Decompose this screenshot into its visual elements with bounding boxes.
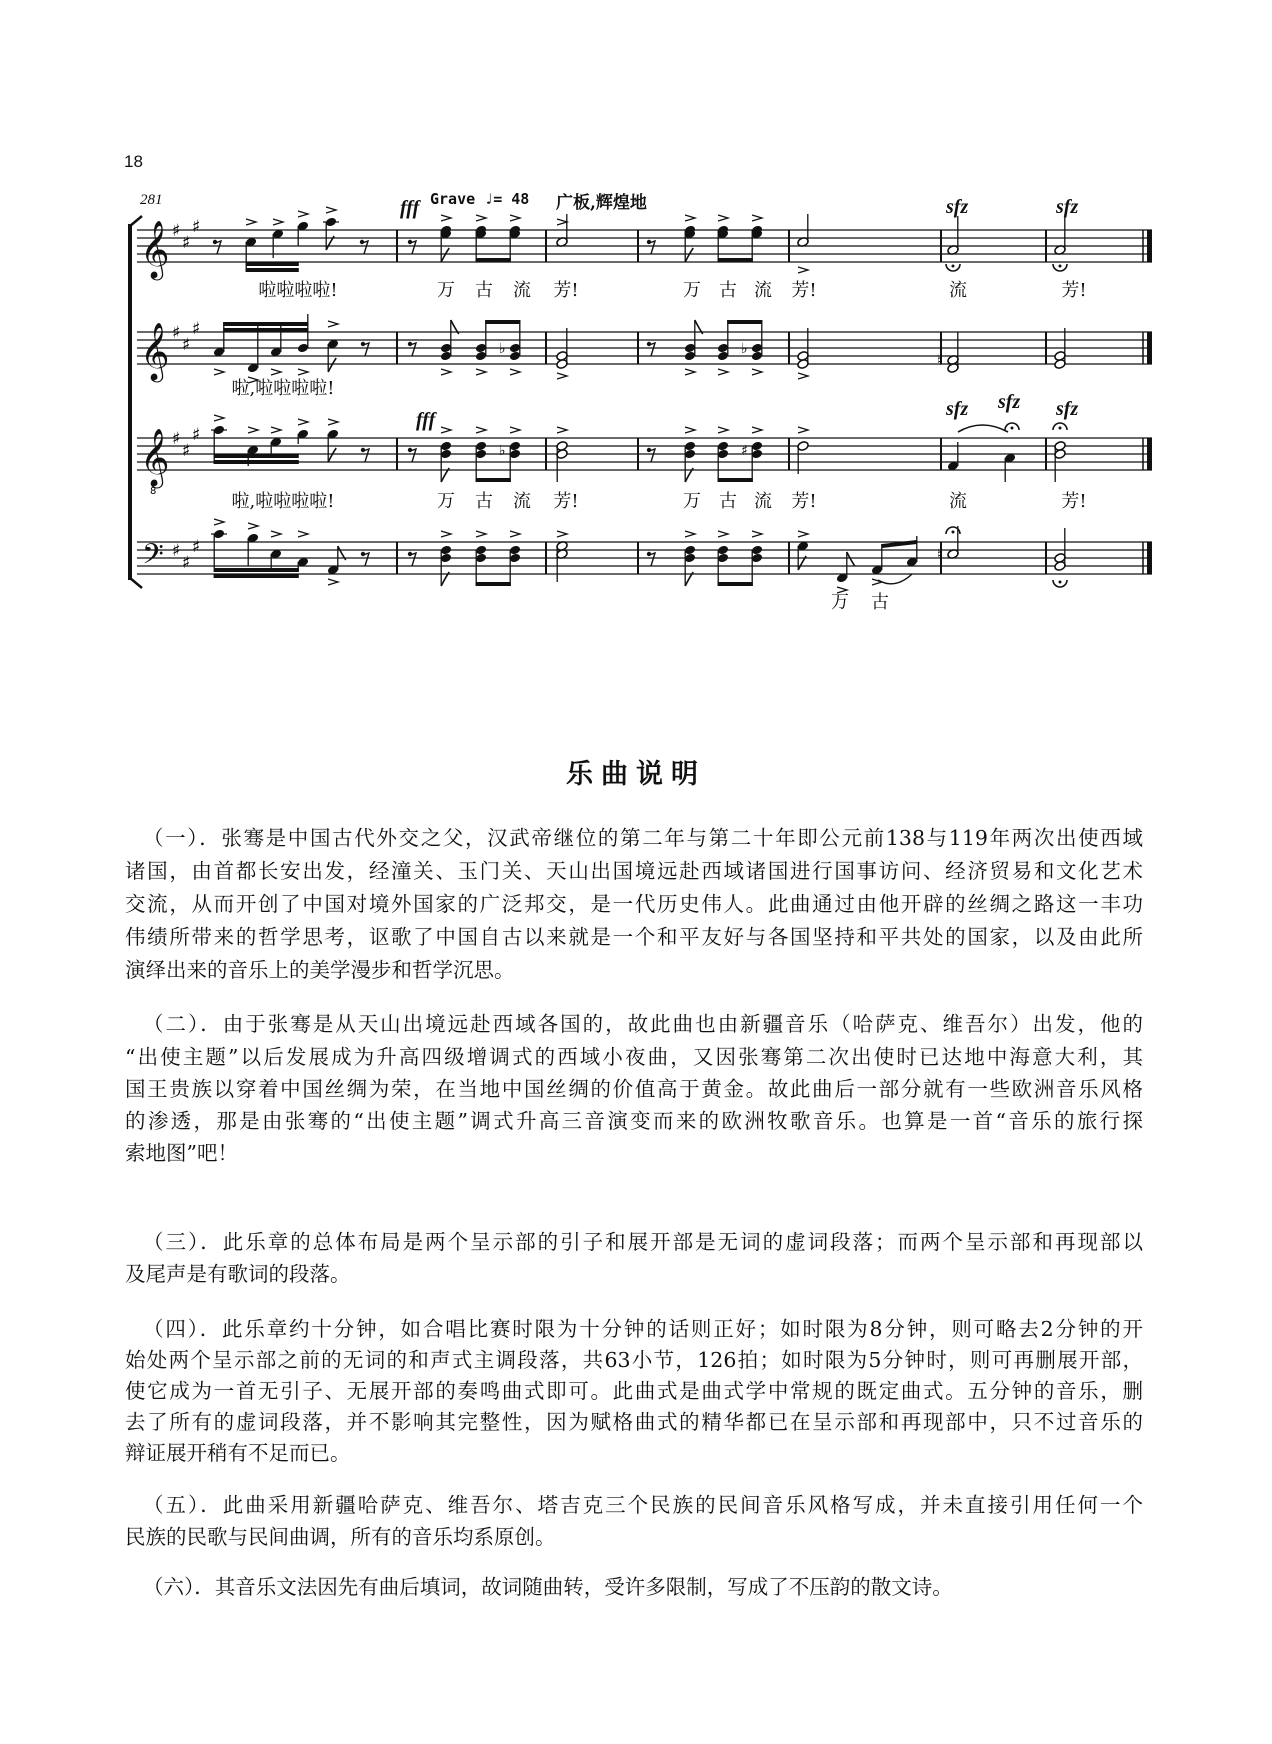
note-beam bbox=[246, 268, 299, 272]
flat-icon: ♭ bbox=[499, 443, 506, 459]
accent-mark bbox=[685, 369, 695, 375]
accent-mark bbox=[273, 219, 283, 225]
lyric-syllable: 古 bbox=[871, 592, 889, 613]
lyric-syllable: 古 bbox=[719, 491, 737, 512]
lyric-syllable: 啦啦啦啦! bbox=[258, 280, 338, 301]
measure-number: 281 bbox=[140, 192, 163, 208]
natural-icon: ♮ bbox=[937, 547, 943, 563]
lyric-syllable: 芳! bbox=[1061, 491, 1087, 512]
dynamic-fff: fff bbox=[400, 197, 420, 219]
lyric-syllable: 万 bbox=[683, 280, 701, 301]
final-barline-thick bbox=[1147, 332, 1152, 364]
paragraph-line: 索地图”吧！ bbox=[125, 1141, 238, 1165]
sharp-icon: ♯ bbox=[182, 233, 191, 253]
accent-mark bbox=[328, 419, 338, 425]
dynamic-sfz: sfz bbox=[946, 398, 969, 420]
accent-mark bbox=[510, 427, 520, 433]
accent-mark bbox=[476, 531, 486, 537]
accent-mark bbox=[557, 531, 567, 537]
note-beam bbox=[476, 582, 511, 586]
natural-icon: ♮ bbox=[937, 353, 943, 369]
note-beam bbox=[476, 478, 511, 482]
paragraph-line: 始处两个呈示部之前的无词的和声式主调段落，共63小节，126拍；如时限为5分钟时，则可再删展开部， bbox=[125, 1348, 1143, 1372]
note-beam bbox=[485, 320, 520, 324]
bass-clef-icon: 𝄢 bbox=[142, 538, 164, 578]
lyric-syllable: 万 bbox=[683, 491, 701, 512]
accent-mark bbox=[271, 531, 281, 537]
lyric-syllable: 流 bbox=[513, 280, 531, 301]
paragraph-line: 辩证展开稍有不足而已。 bbox=[125, 1441, 351, 1465]
paragraph-line: （一）．张骞是中国古代外交之父，汉武帝继位的第二年与第二十年即公元前138与119年两次出使西域 bbox=[143, 826, 1143, 850]
note-beam bbox=[214, 460, 299, 464]
lyric-syllable: 芳! bbox=[553, 491, 579, 512]
lyric-syllable: 芳! bbox=[553, 280, 579, 301]
accent-mark bbox=[441, 215, 451, 221]
final-barline-thick bbox=[1147, 438, 1152, 470]
note-flag bbox=[441, 248, 449, 262]
paragraph-line: （三）．此乐章的总体布局是两个呈示部的引子和展开部是无词的虚词段落；而两个呈示部和再现部以 bbox=[143, 1230, 1143, 1254]
dynamic-sfz: sfz bbox=[998, 391, 1021, 413]
eighth-rest bbox=[649, 553, 655, 566]
dynamic-sfz: sfz bbox=[1056, 398, 1079, 420]
eighth-rest bbox=[410, 449, 416, 462]
note-beam bbox=[223, 322, 308, 326]
tie-slur bbox=[878, 574, 912, 584]
paragraph-line: 伟绩所带来的哲学思考，讴歌了中国自古以来就是一个和平友好与各国坚持和平共处的国家，以及由此所 bbox=[125, 925, 1143, 949]
sharp-icon: ♯ bbox=[182, 335, 191, 355]
flat-icon: ♭ bbox=[741, 341, 748, 357]
lyric-syllable: 万 bbox=[437, 491, 455, 512]
lyric-syllable: 古 bbox=[719, 280, 737, 301]
eighth-rest bbox=[363, 449, 369, 462]
lyric-syllable: 流 bbox=[513, 491, 531, 512]
sharp-icon: ♯ bbox=[192, 217, 201, 237]
accent-mark bbox=[246, 219, 256, 225]
accent-mark bbox=[718, 215, 728, 221]
note-beam bbox=[214, 454, 299, 458]
eighth-rest bbox=[363, 553, 369, 566]
accent-mark bbox=[798, 531, 808, 537]
accent-mark bbox=[441, 427, 451, 433]
note-beam bbox=[246, 262, 299, 266]
octave-mark: 8 bbox=[150, 486, 157, 497]
accent-mark bbox=[441, 531, 451, 537]
accent-mark bbox=[476, 369, 486, 375]
note-flag bbox=[685, 248, 693, 262]
accent-mark bbox=[510, 369, 520, 375]
paragraph-line: 民族的民歌与民间曲调，所有的音乐均系原创。 bbox=[125, 1525, 556, 1549]
treble-clef-icon: 𝄞 bbox=[140, 220, 170, 278]
accent-mark bbox=[328, 579, 338, 585]
paragraph-line: 及尾声是有歌词的段落。 bbox=[125, 1262, 351, 1286]
sharp-icon: ♯ bbox=[741, 443, 748, 459]
note-flag bbox=[328, 448, 336, 462]
eighth-rest bbox=[215, 241, 221, 254]
fermata-icon bbox=[1059, 265, 1062, 268]
note-beam bbox=[727, 320, 762, 324]
accent-mark bbox=[510, 215, 520, 221]
accent-mark bbox=[271, 427, 281, 433]
sharp-icon: ♯ bbox=[182, 441, 191, 461]
lyric-syllable: 芳! bbox=[1061, 280, 1087, 301]
eighth-rest bbox=[649, 241, 655, 254]
tie-slur bbox=[958, 425, 1008, 432]
accent-mark bbox=[298, 531, 308, 537]
eighth-rest bbox=[410, 343, 416, 356]
lyric-syllable: 流 bbox=[754, 280, 772, 301]
dynamic-sfz: sfz bbox=[946, 196, 969, 218]
paragraph-line: （二）．由于张骞是从天山出境远赴西域各国的，故此曲也由新疆音乐（哈萨克、维吾尔）出发，他的 bbox=[143, 1012, 1143, 1036]
paragraph-line: 的渗透，那是由张骞的“出使主题”调式升高三音演变而来的欧洲牧歌音乐。也算是一首“音乐的旅行探 bbox=[125, 1109, 1143, 1133]
accent-mark bbox=[718, 427, 728, 433]
lyric-syllable: 万 bbox=[437, 280, 455, 301]
eighth-rest bbox=[649, 449, 655, 462]
note-beam bbox=[718, 258, 753, 262]
paragraph-line: （五）．此曲采用新疆哈萨克、维吾尔、塔吉克三个民族的民间音乐风格写成，并未直接引用任何一个 bbox=[143, 1493, 1143, 1517]
accent-mark bbox=[510, 531, 520, 537]
accent-mark bbox=[248, 427, 258, 433]
accent-mark bbox=[557, 373, 567, 379]
paragraph-line: 诸国，由首都长安出发，经潼关、玉门关、天山出国境远赴西域诸国进行国事访问、经济贸易和文化艺术 bbox=[125, 859, 1143, 883]
music-score bbox=[0, 0, 1272, 640]
sharp-icon: ♯ bbox=[182, 553, 191, 573]
accent-mark bbox=[798, 373, 808, 379]
accent-mark bbox=[214, 415, 224, 421]
sharp-icon: ♯ bbox=[192, 425, 201, 445]
final-barline-thick bbox=[1147, 230, 1152, 262]
treble-clef-icon: 𝄞 bbox=[140, 322, 170, 380]
paragraph-line: 交流，从而开创了中国对境外国家的广泛邦交，是一代历史伟人。此曲通过由他开辟的丝绸之路这一丰功 bbox=[125, 892, 1143, 916]
paragraph-line: 演绎出来的音乐上的美学漫步和哲学沉思。 bbox=[125, 958, 515, 982]
dynamic-fff: fff bbox=[416, 409, 436, 431]
accent-mark bbox=[557, 427, 567, 433]
sharp-icon: ♯ bbox=[172, 323, 181, 343]
final-barline-thick bbox=[1147, 542, 1152, 574]
accent-mark bbox=[248, 523, 258, 529]
note-beam bbox=[214, 568, 299, 572]
lyric-syllable: 流 bbox=[949, 491, 967, 512]
sharp-icon: ♯ bbox=[172, 221, 181, 241]
page-number: 18 bbox=[124, 152, 143, 171]
accent-mark bbox=[557, 219, 567, 225]
paragraph-line: （六）．其音乐文法因先有曲后填词，故词随曲转，受许多限制，写成了不压韵的散文诗。 bbox=[143, 1575, 953, 1599]
note-beam bbox=[718, 582, 753, 586]
eighth-rest bbox=[649, 343, 655, 356]
tempo-expression: 广板,辉煌地 bbox=[556, 193, 647, 213]
accent-mark bbox=[752, 531, 762, 537]
note-beam bbox=[718, 478, 753, 482]
accent-mark bbox=[752, 427, 762, 433]
system-bracket bbox=[128, 224, 132, 580]
lyric-syllable: 古 bbox=[475, 491, 493, 512]
paragraph-line: 去了所有的虚词段落，并不影响其完整性，因为赋格曲式的精华都已在呈示部和再现部中，只不过音乐的 bbox=[125, 1410, 1143, 1434]
accent-mark bbox=[476, 427, 486, 433]
accent-mark bbox=[476, 215, 486, 221]
note-flag bbox=[328, 358, 336, 372]
accent-mark bbox=[326, 207, 336, 213]
accent-mark bbox=[298, 211, 308, 217]
tempo-marking: Grave ♩= 48 bbox=[430, 190, 530, 208]
lyric-syllable: 万 bbox=[831, 592, 849, 613]
note-beam bbox=[223, 328, 308, 332]
fermata-icon bbox=[952, 531, 955, 534]
accent-mark bbox=[718, 369, 728, 375]
paragraph-line: 使它成为一首无引子、无展开部的奏鸣曲式即可。此曲式是曲式学中常规的既定曲式。五分钟的音乐，删 bbox=[125, 1379, 1143, 1403]
eighth-rest bbox=[410, 241, 416, 254]
paragraph-line: “出使主题”以后发展成为升高四级增调式的西域小夜曲，又因张骞第二次出使时已达地中海意大利，其 bbox=[125, 1045, 1143, 1069]
accent-mark bbox=[441, 369, 451, 375]
fermata-icon bbox=[1059, 427, 1062, 430]
sharp-icon: ♯ bbox=[192, 319, 201, 339]
eighth-rest bbox=[410, 553, 416, 566]
accent-mark bbox=[214, 369, 224, 375]
accent-mark bbox=[685, 427, 695, 433]
accent-mark bbox=[718, 531, 728, 537]
sharp-icon: ♯ bbox=[192, 537, 201, 557]
lyric-syllable: 啦,啦啦啦啦! bbox=[231, 491, 335, 512]
accent-mark bbox=[685, 531, 695, 537]
fermata-icon bbox=[1059, 581, 1062, 584]
lyric-syllable: 古 bbox=[475, 280, 493, 301]
accent-mark bbox=[298, 419, 308, 425]
eighth-rest bbox=[362, 241, 368, 254]
lyric-syllable: 流 bbox=[754, 491, 772, 512]
bracket-hook bbox=[130, 578, 142, 588]
accent-mark bbox=[798, 267, 808, 273]
accent-mark bbox=[752, 369, 762, 375]
accent-mark bbox=[214, 519, 224, 525]
paragraph-line: （四）．此乐章约十分钟，如合唱比赛时限为十分钟的话则正好；如时限为8分钟，则可略去2分钟的开 bbox=[143, 1317, 1143, 1341]
note-beam bbox=[476, 258, 511, 262]
accent-mark bbox=[685, 215, 695, 221]
fermata-icon bbox=[952, 265, 955, 268]
paragraph-line: 国王贵族以穿着中国丝绸为荣，在当地中国丝绸的价值高于黄金。故此曲后一部分就有一些欧洲音乐风格 bbox=[125, 1077, 1143, 1101]
sharp-icon: ♯ bbox=[172, 429, 181, 449]
dynamic-sfz: sfz bbox=[1056, 196, 1079, 218]
sharp-icon: ♯ bbox=[172, 541, 181, 561]
accent-mark bbox=[752, 215, 762, 221]
note-beam bbox=[882, 540, 917, 548]
note-beam bbox=[214, 574, 299, 578]
note-flag bbox=[847, 552, 855, 566]
fermata-icon bbox=[1011, 427, 1014, 430]
section-title: 乐曲说明 bbox=[566, 759, 706, 790]
lyric-syllable: 啦,啦啦啦啦! bbox=[231, 378, 335, 399]
lyric-syllable: 芳! bbox=[791, 280, 817, 301]
treble-clef-icon: 𝄞 bbox=[140, 428, 170, 486]
lyric-syllable: 流 bbox=[949, 280, 967, 301]
lyric-syllable: 芳! bbox=[791, 491, 817, 512]
eighth-rest bbox=[363, 343, 369, 356]
accent-mark bbox=[328, 321, 338, 327]
accent-mark bbox=[798, 427, 808, 433]
flat-icon: ♭ bbox=[499, 341, 506, 357]
